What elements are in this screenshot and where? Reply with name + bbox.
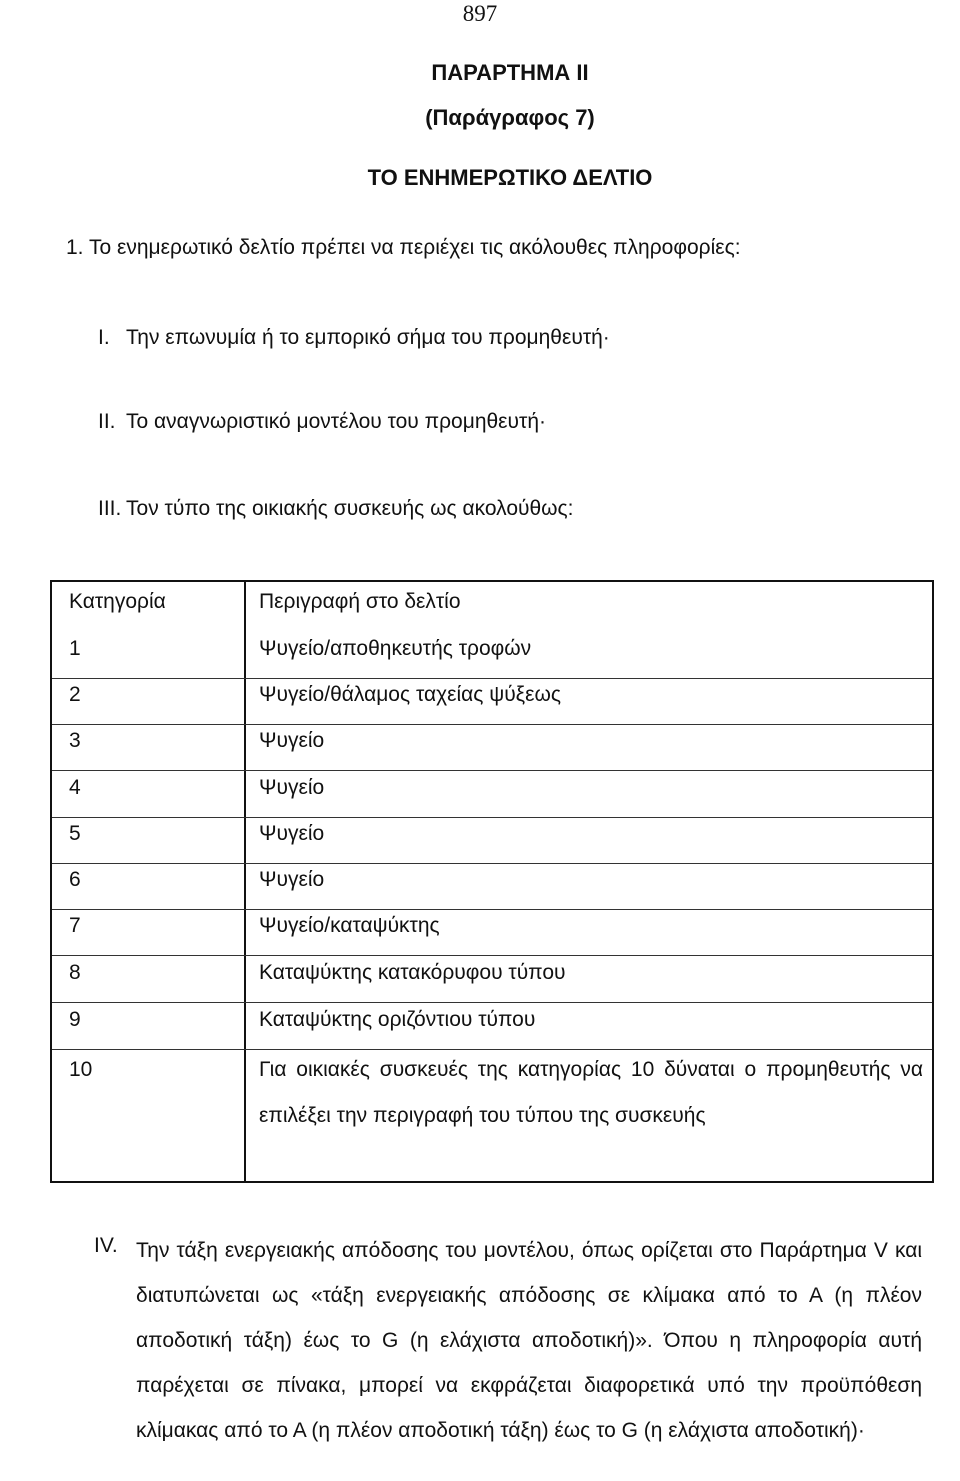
annex-paragraph-reference: (Παράγραφος 7)	[425, 105, 595, 130]
item-iii-number: III.	[98, 497, 122, 520]
table-row-divider	[52, 724, 932, 725]
annex-title: ΠΑΡΑΡΤΗΜΑ II	[431, 60, 589, 85]
table-cell-description: Ψυγείο	[259, 776, 325, 799]
intro-paragraph: 1. Το ενημερωτικό δελτίο πρέπει να περιέχει τις ακόλουθες πληροφορίες:	[66, 236, 741, 259]
table-cell-category: 8	[69, 961, 81, 984]
table-cell-description: Ψυγείο/θάλαμος ταχείας ψύξεως	[259, 683, 561, 706]
table-cell-description: Ψυγείο	[259, 868, 325, 891]
item-ii-number: II.	[98, 410, 116, 433]
table-cell-description: Για οικιακές συσκευές της κατηγορίας 10 δύναται ο προμηθευτής να επιλέξει την περιγραφή του τύπου της συσκευής	[259, 1058, 923, 1127]
table-row-divider	[52, 1002, 932, 1003]
appliance-category-table	[50, 580, 934, 1183]
table-cell-category: 10	[69, 1058, 93, 1081]
table-cell-category: 1	[69, 637, 81, 660]
page-number: 897	[462, 1, 498, 26]
table-cell-description: Ψυγείο	[259, 729, 325, 752]
item-i-number: I.	[98, 326, 110, 349]
table-header-category: Κατηγορία	[69, 590, 166, 613]
table-cell-category: 9	[69, 1008, 81, 1031]
table-column-divider	[244, 582, 246, 1181]
table-row-divider	[52, 678, 932, 679]
table-cell-description: Ψυγείο	[259, 822, 325, 845]
table-row-divider	[52, 955, 932, 956]
table-cell-category: 4	[69, 776, 81, 799]
table-cell-category: 7	[69, 914, 81, 937]
table-cell-description: Ψυγείο/καταψύκτης	[259, 914, 440, 937]
table-header-description: Περιγραφή στο δελτίο	[259, 590, 461, 613]
table-cell-description: Ψυγείο/αποθηκευτής τροφών	[259, 637, 532, 660]
annex-subject-heading: ΤΟ ΕΝΗΜΕΡΩΤΙΚΟ ΔΕΛΤΙΟ	[367, 165, 653, 190]
table-row-divider	[52, 817, 932, 818]
item-iv-text: Την τάξη ενεργειακής απόδοσης του μοντέλου, όπως ορίζεται στο Παράρτημα V και διατυπώνεται ως «τάξη ενεργειακής απόδοσης σε κλίμακα από το Α (η πλέον αποδοτική τάξη) έως το G (η ελάχιστα αποδοτική)». Όπου η πληροφορία αυτή παρέχεται σε πίνακα, μπορεί να εκφράζεται διαφορετικά υπό την προϋπόθεση κλίμακας από το Α (η πλέον αποδοτική τάξη) έως το G (η ελάχιστα αποδοτική)·	[136, 1239, 922, 1442]
table-row-divider	[52, 909, 932, 910]
item-ii-text: Το αναγνωριστικό μοντέλου του προμηθευτή·	[126, 410, 546, 433]
item-iv-number: IV.	[94, 1234, 118, 1257]
table-cell-description: Καταψύκτης κατακόρυφου τύπου	[259, 961, 566, 984]
table-row-divider	[52, 770, 932, 771]
item-i-text: Την επωνυμία ή το εμπορικό σήμα του προμηθευτή·	[126, 326, 610, 349]
item-iii-text: Τον τύπο της οικιακής συσκευής ως ακολούθως:	[126, 497, 574, 520]
table-cell-category: 5	[69, 822, 81, 845]
table-cell-description: Καταψύκτης οριζόντιου τύπου	[259, 1008, 536, 1031]
table-row-divider	[52, 863, 932, 864]
table-cell-category: 2	[69, 683, 81, 706]
table-cell-category: 6	[69, 868, 81, 891]
table-cell-category: 3	[69, 729, 81, 752]
